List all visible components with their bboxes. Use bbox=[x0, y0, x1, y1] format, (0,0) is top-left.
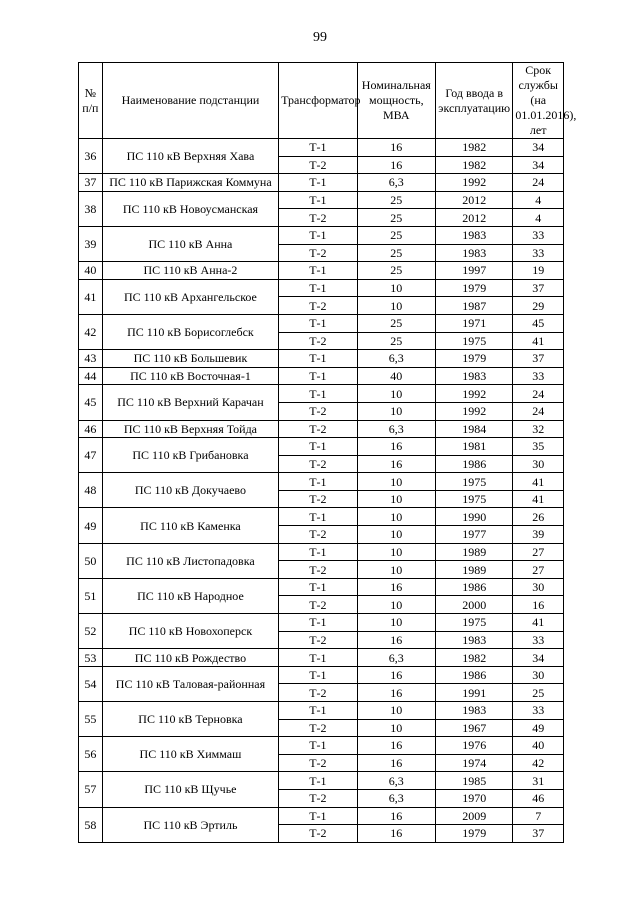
year-cell: 1983 bbox=[436, 244, 513, 262]
transformer-cell: Т-1 bbox=[279, 508, 357, 526]
row-number: 52 bbox=[79, 614, 103, 649]
transformer-cell: Т-2 bbox=[279, 297, 357, 315]
service-cell: 49 bbox=[513, 719, 564, 737]
year-cell: 1989 bbox=[436, 561, 513, 579]
power-cell: 10 bbox=[357, 719, 435, 737]
year-cell: 1981 bbox=[436, 438, 513, 456]
transformer-cell: Т-2 bbox=[279, 754, 357, 772]
row-number: 46 bbox=[79, 420, 103, 438]
row-number: 43 bbox=[79, 350, 103, 368]
table-row bbox=[79, 367, 564, 385]
transformer-cell: Т-1 bbox=[279, 174, 357, 192]
year-cell: 1983 bbox=[436, 702, 513, 720]
header-num: № п/п bbox=[79, 63, 103, 139]
transformer-cell: Т-2 bbox=[279, 596, 357, 614]
header-power: Номинальная мощность, МВА bbox=[357, 63, 435, 139]
service-cell: 33 bbox=[513, 244, 564, 262]
substation-name: ПС 110 кВ Эртиль bbox=[102, 807, 278, 842]
power-cell: 10 bbox=[357, 561, 435, 579]
power-cell: 25 bbox=[357, 314, 435, 332]
row-number: 58 bbox=[79, 807, 103, 842]
table-row bbox=[79, 578, 564, 596]
table-row bbox=[79, 614, 564, 632]
row-number: 40 bbox=[79, 262, 103, 280]
table-row bbox=[79, 772, 564, 790]
transformer-cell: Т-2 bbox=[279, 719, 357, 737]
transformer-cell: Т-1 bbox=[279, 737, 357, 755]
year-cell: 1983 bbox=[436, 226, 513, 244]
table-row bbox=[79, 226, 564, 244]
power-cell: 10 bbox=[357, 385, 435, 403]
year-cell: 1997 bbox=[436, 262, 513, 280]
transformer-cell: Т-1 bbox=[279, 191, 357, 209]
power-cell: 10 bbox=[357, 297, 435, 315]
transformer-cell: Т-1 bbox=[279, 279, 357, 297]
substation-name: ПС 110 кВ Парижская Коммуна bbox=[102, 174, 278, 192]
page-number: 99 bbox=[313, 30, 327, 45]
table-row bbox=[79, 385, 564, 403]
power-cell: 6,3 bbox=[357, 350, 435, 368]
service-cell: 34 bbox=[513, 649, 564, 667]
year-cell: 1970 bbox=[436, 789, 513, 807]
year-cell: 1983 bbox=[436, 367, 513, 385]
power-cell: 25 bbox=[357, 191, 435, 209]
table-row bbox=[79, 649, 564, 667]
table-row bbox=[79, 279, 564, 297]
power-cell: 16 bbox=[357, 825, 435, 843]
year-cell: 2000 bbox=[436, 596, 513, 614]
year-cell: 2012 bbox=[436, 209, 513, 227]
table-row bbox=[79, 737, 564, 755]
service-cell: 30 bbox=[513, 666, 564, 684]
year-cell: 1992 bbox=[436, 402, 513, 420]
transformer-cell: Т-2 bbox=[279, 420, 357, 438]
substation-name: ПС 110 кВ Новохоперск bbox=[102, 614, 278, 649]
service-cell: 37 bbox=[513, 825, 564, 843]
transformer-cell: Т-1 bbox=[279, 649, 357, 667]
service-cell: 24 bbox=[513, 402, 564, 420]
service-cell: 37 bbox=[513, 279, 564, 297]
transformer-cell: Т-1 bbox=[279, 385, 357, 403]
service-cell: 37 bbox=[513, 350, 564, 368]
row-number: 50 bbox=[79, 543, 103, 578]
substation-name: ПС 110 кВ Терновка bbox=[102, 702, 278, 737]
transformer-cell: Т-1 bbox=[279, 350, 357, 368]
power-cell: 6,3 bbox=[357, 420, 435, 438]
substation-name: ПС 110 кВ Большевик bbox=[102, 350, 278, 368]
transformer-cell: Т-2 bbox=[279, 789, 357, 807]
row-number: 44 bbox=[79, 367, 103, 385]
service-cell: 29 bbox=[513, 297, 564, 315]
transformer-cell: Т-2 bbox=[279, 631, 357, 649]
table-row bbox=[79, 438, 564, 456]
service-cell: 24 bbox=[513, 385, 564, 403]
table-row bbox=[79, 314, 564, 332]
table-row bbox=[79, 807, 564, 825]
power-cell: 10 bbox=[357, 508, 435, 526]
transformer-cell: Т-1 bbox=[279, 614, 357, 632]
service-cell: 26 bbox=[513, 508, 564, 526]
year-cell: 1983 bbox=[436, 631, 513, 649]
transformer-cell: Т-1 bbox=[279, 666, 357, 684]
year-cell: 1975 bbox=[436, 332, 513, 350]
year-cell: 1975 bbox=[436, 473, 513, 491]
year-cell: 1979 bbox=[436, 825, 513, 843]
year-cell: 1975 bbox=[436, 614, 513, 632]
transformer-cell: Т-1 bbox=[279, 807, 357, 825]
power-cell: 16 bbox=[357, 578, 435, 596]
service-cell: 30 bbox=[513, 578, 564, 596]
power-cell: 16 bbox=[357, 438, 435, 456]
service-cell: 32 bbox=[513, 420, 564, 438]
row-number: 42 bbox=[79, 314, 103, 349]
row-number: 56 bbox=[79, 737, 103, 772]
power-cell: 6,3 bbox=[357, 789, 435, 807]
substation-name: ПС 110 кВ Анна bbox=[102, 226, 278, 261]
service-cell: 4 bbox=[513, 191, 564, 209]
year-cell: 1986 bbox=[436, 578, 513, 596]
substation-name: ПС 110 кВ Верхний Карачан bbox=[102, 385, 278, 420]
year-cell: 1977 bbox=[436, 526, 513, 544]
power-cell: 10 bbox=[357, 614, 435, 632]
year-cell: 1975 bbox=[436, 490, 513, 508]
service-cell: 27 bbox=[513, 543, 564, 561]
row-number: 53 bbox=[79, 649, 103, 667]
power-cell: 6,3 bbox=[357, 772, 435, 790]
service-cell: 31 bbox=[513, 772, 564, 790]
service-cell: 41 bbox=[513, 490, 564, 508]
table-row bbox=[79, 191, 564, 209]
service-cell: 7 bbox=[513, 807, 564, 825]
row-number: 37 bbox=[79, 174, 103, 192]
power-cell: 16 bbox=[357, 737, 435, 755]
power-cell: 10 bbox=[357, 543, 435, 561]
table-row bbox=[79, 420, 564, 438]
service-cell: 24 bbox=[513, 174, 564, 192]
year-cell: 1987 bbox=[436, 297, 513, 315]
transformer-cell: Т-1 bbox=[279, 367, 357, 385]
substation-name: ПС 110 кВ Химмаш bbox=[102, 737, 278, 772]
service-cell: 33 bbox=[513, 631, 564, 649]
service-cell: 19 bbox=[513, 262, 564, 280]
power-cell: 6,3 bbox=[357, 649, 435, 667]
service-cell: 42 bbox=[513, 754, 564, 772]
year-cell: 1984 bbox=[436, 420, 513, 438]
power-cell: 16 bbox=[357, 139, 435, 157]
power-cell: 16 bbox=[357, 666, 435, 684]
power-cell: 10 bbox=[357, 490, 435, 508]
service-cell: 35 bbox=[513, 438, 564, 456]
power-cell: 16 bbox=[357, 455, 435, 473]
service-cell: 4 bbox=[513, 209, 564, 227]
row-number: 49 bbox=[79, 508, 103, 543]
year-cell: 1971 bbox=[436, 314, 513, 332]
row-number: 39 bbox=[79, 226, 103, 261]
transformer-cell: Т-1 bbox=[279, 543, 357, 561]
service-cell: 30 bbox=[513, 455, 564, 473]
year-cell: 1992 bbox=[436, 174, 513, 192]
year-cell: 1985 bbox=[436, 772, 513, 790]
substation-name: ПС 110 кВ Листопадовка bbox=[102, 543, 278, 578]
year-cell: 1986 bbox=[436, 666, 513, 684]
transformer-cell: Т-2 bbox=[279, 156, 357, 174]
power-cell: 16 bbox=[357, 156, 435, 174]
year-cell: 2012 bbox=[436, 191, 513, 209]
year-cell: 1989 bbox=[436, 543, 513, 561]
substation-name: ПС 110 кВ Архангельское bbox=[102, 279, 278, 314]
power-cell: 25 bbox=[357, 244, 435, 262]
substation-name: ПС 110 кВ Борисоглебск bbox=[102, 314, 278, 349]
header-service: Срок службы (на 01.01.2016), лет bbox=[513, 63, 564, 139]
service-cell: 40 bbox=[513, 737, 564, 755]
substation-name: ПС 110 кВ Верхняя Хава bbox=[102, 139, 278, 174]
transformer-cell: Т-2 bbox=[279, 490, 357, 508]
transformer-cell: Т-2 bbox=[279, 332, 357, 350]
service-cell: 45 bbox=[513, 314, 564, 332]
power-cell: 10 bbox=[357, 279, 435, 297]
power-cell: 10 bbox=[357, 526, 435, 544]
table-row bbox=[79, 666, 564, 684]
transformer-cell: Т-1 bbox=[279, 473, 357, 491]
year-cell: 1991 bbox=[436, 684, 513, 702]
substation-name: ПС 110 кВ Новоусманская bbox=[102, 191, 278, 226]
power-cell: 25 bbox=[357, 209, 435, 227]
row-number: 57 bbox=[79, 772, 103, 807]
service-cell: 33 bbox=[513, 702, 564, 720]
power-cell: 25 bbox=[357, 332, 435, 350]
header-name: Наименование подстанции bbox=[102, 63, 278, 139]
service-cell: 25 bbox=[513, 684, 564, 702]
power-cell: 16 bbox=[357, 754, 435, 772]
transformer-cell: Т-2 bbox=[279, 825, 357, 843]
table-row bbox=[79, 262, 564, 280]
service-cell: 33 bbox=[513, 226, 564, 244]
transformer-cell: Т-1 bbox=[279, 226, 357, 244]
transformer-cell: Т-2 bbox=[279, 244, 357, 262]
transformer-cell: Т-1 bbox=[279, 314, 357, 332]
transformer-cell: Т-1 bbox=[279, 578, 357, 596]
table-row bbox=[79, 174, 564, 192]
year-cell: 1982 bbox=[436, 649, 513, 667]
table-row bbox=[79, 139, 564, 157]
row-number: 45 bbox=[79, 385, 103, 420]
substation-name: ПС 110 кВ Докучаево bbox=[102, 473, 278, 508]
transformer-cell: Т-2 bbox=[279, 402, 357, 420]
header-year: Год ввода в эксплуатацию bbox=[436, 63, 513, 139]
year-cell: 1992 bbox=[436, 385, 513, 403]
power-cell: 40 bbox=[357, 367, 435, 385]
power-cell: 16 bbox=[357, 631, 435, 649]
substation-name: ПС 110 кВ Народное bbox=[102, 578, 278, 613]
transformer-cell: Т-1 bbox=[279, 438, 357, 456]
transformer-cell: Т-2 bbox=[279, 455, 357, 473]
year-cell: 2009 bbox=[436, 807, 513, 825]
row-number: 47 bbox=[79, 438, 103, 473]
year-cell: 1982 bbox=[436, 156, 513, 174]
substation-name: ПС 110 кВ Анна-2 bbox=[102, 262, 278, 280]
substation-table bbox=[78, 62, 577, 843]
substation-name: ПС 110 кВ Рождество bbox=[102, 649, 278, 667]
row-number: 51 bbox=[79, 578, 103, 613]
year-cell: 1979 bbox=[436, 350, 513, 368]
year-cell: 1967 bbox=[436, 719, 513, 737]
table-row bbox=[79, 473, 564, 491]
table-row bbox=[79, 543, 564, 561]
year-cell: 1976 bbox=[436, 737, 513, 755]
transformer-cell: Т-2 bbox=[279, 684, 357, 702]
row-number: 38 bbox=[79, 191, 103, 226]
table-row bbox=[79, 350, 564, 368]
service-cell: 34 bbox=[513, 156, 564, 174]
substation-name: ПС 110 кВ Грибановка bbox=[102, 438, 278, 473]
service-cell: 41 bbox=[513, 614, 564, 632]
power-cell: 10 bbox=[357, 402, 435, 420]
service-cell: 34 bbox=[513, 139, 564, 157]
transformer-cell: Т-1 bbox=[279, 139, 357, 157]
table-row bbox=[79, 702, 564, 720]
substation-name: ПС 110 кВ Верхняя Тойда bbox=[102, 420, 278, 438]
row-number: 55 bbox=[79, 702, 103, 737]
substation-name: ПС 110 кВ Восточная-1 bbox=[102, 367, 278, 385]
year-cell: 1979 bbox=[436, 279, 513, 297]
year-cell: 1990 bbox=[436, 508, 513, 526]
power-cell: 16 bbox=[357, 807, 435, 825]
power-cell: 10 bbox=[357, 596, 435, 614]
power-cell: 25 bbox=[357, 226, 435, 244]
substation-name: ПС 110 кВ Таловая-районная bbox=[102, 666, 278, 701]
header-row bbox=[79, 63, 564, 139]
power-cell: 6,3 bbox=[357, 174, 435, 192]
table-row bbox=[79, 508, 564, 526]
power-cell: 10 bbox=[357, 702, 435, 720]
service-cell: 39 bbox=[513, 526, 564, 544]
substation-name: ПС 110 кВ Каменка bbox=[102, 508, 278, 543]
service-cell: 16 bbox=[513, 596, 564, 614]
service-cell: 41 bbox=[513, 332, 564, 350]
header-transformer: Трансформатор bbox=[279, 63, 357, 139]
row-number: 41 bbox=[79, 279, 103, 314]
service-cell: 46 bbox=[513, 789, 564, 807]
transformer-cell: Т-2 bbox=[279, 526, 357, 544]
power-cell: 10 bbox=[357, 473, 435, 491]
year-cell: 1974 bbox=[436, 754, 513, 772]
transformer-cell: Т-2 bbox=[279, 561, 357, 579]
power-cell: 16 bbox=[357, 684, 435, 702]
row-number: 36 bbox=[79, 139, 103, 174]
row-number: 48 bbox=[79, 473, 103, 508]
year-cell: 1982 bbox=[436, 139, 513, 157]
year-cell: 1986 bbox=[436, 455, 513, 473]
row-number: 54 bbox=[79, 666, 103, 701]
transformer-cell: Т-1 bbox=[279, 702, 357, 720]
service-cell: 27 bbox=[513, 561, 564, 579]
service-cell: 33 bbox=[513, 367, 564, 385]
transformer-cell: Т-1 bbox=[279, 772, 357, 790]
substation-name: ПС 110 кВ Щучье bbox=[102, 772, 278, 807]
power-cell: 25 bbox=[357, 262, 435, 280]
transformer-cell: Т-2 bbox=[279, 209, 357, 227]
service-cell: 41 bbox=[513, 473, 564, 491]
transformer-cell: Т-1 bbox=[279, 262, 357, 280]
table-body bbox=[79, 139, 564, 843]
